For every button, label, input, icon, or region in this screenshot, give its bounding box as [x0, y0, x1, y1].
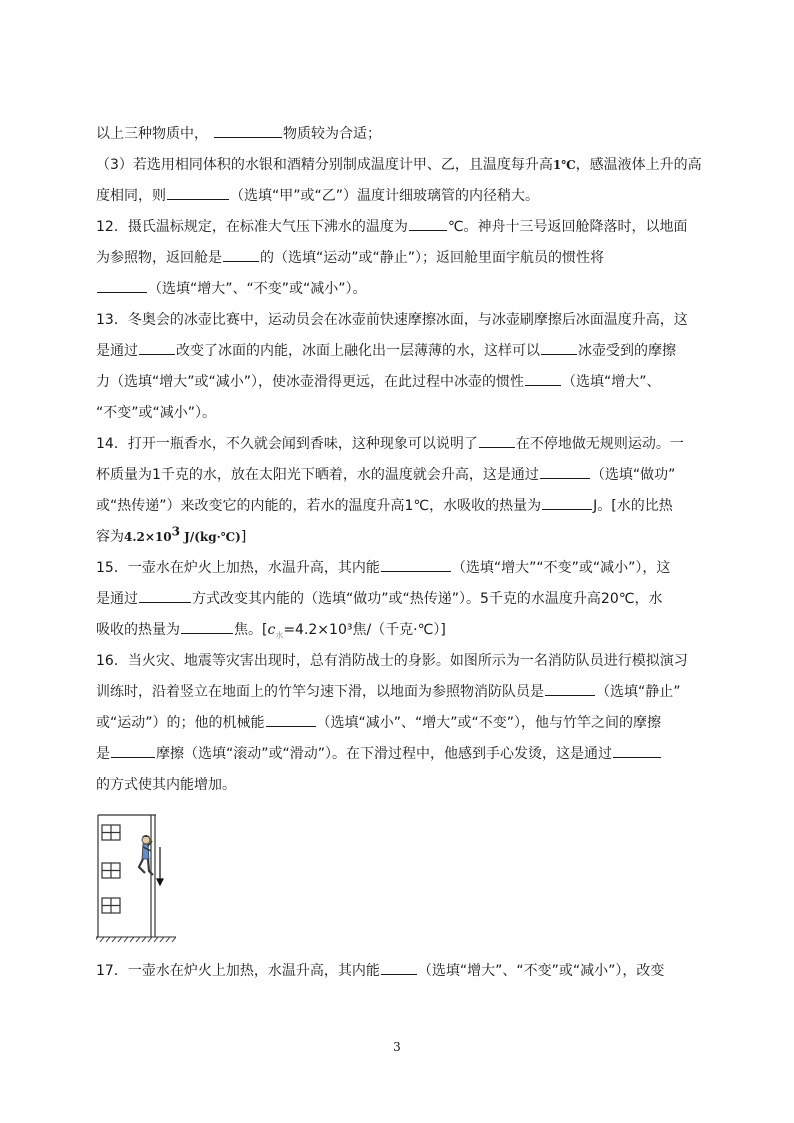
text: ℃。神舟十三号返回舱降落时，以地面 [447, 219, 688, 235]
text: J。[水的比热 [593, 498, 673, 514]
text: 以上三种物质中， [96, 126, 208, 142]
answer-blank[interactable] [540, 463, 590, 479]
text: （选填“静止” [596, 684, 681, 700]
bamboo-pole [151, 815, 155, 937]
text: 13．冬奥会的冰壶比赛中，运动员会在冰壶前快速摩擦冰面，与冰壶刷摩擦后冰面温度升高，这 [96, 312, 688, 328]
answer-blank[interactable] [214, 122, 282, 138]
text: 是通过 [96, 591, 138, 607]
firefighter-pole-figure [96, 813, 176, 943]
answer-blank[interactable] [542, 494, 592, 510]
answer-blank[interactable] [409, 215, 447, 231]
text: （选填“增大”“不变”或“减小”），这 [451, 560, 671, 576]
text-line [96, 243, 698, 274]
text: （选填“甲”或“乙”）温度计细玻璃管的内径稍大。 [230, 188, 540, 204]
page-number: 3 [393, 1040, 401, 1054]
text-line [96, 646, 698, 677]
text: 1℃ [552, 158, 576, 172]
answer-blank[interactable] [139, 587, 191, 603]
text: 摩擦（选填“滚动”或“滑动”）。在下滑过程中，他感到手心发烫，这是通过 [156, 746, 613, 762]
text: 12．摄氏温标规定，在标准大气压下沸水的温度为 [96, 219, 408, 235]
text: 容为 [96, 529, 124, 545]
answer-blank[interactable] [167, 184, 229, 200]
text-line [96, 522, 698, 553]
text: 改变了冰面的内能，冰面上融化出一层薄薄的水，这样可以 [176, 343, 540, 359]
text-line [96, 367, 698, 398]
text-line [96, 212, 698, 243]
text: （选填“减小”、“增大”或“不变”），他与竹竿之间的摩擦 [316, 715, 662, 731]
text-line [96, 584, 698, 615]
text: 训练时，沿着竖立在地面上的竹竿匀速下滑，以地面为参照物消防队员是 [96, 684, 544, 700]
text: （3）若选用相同体积的水银和酒精分别制成温度计甲、乙，且温度每升高 [96, 157, 553, 173]
answer-blank[interactable] [381, 959, 417, 975]
text: 的方式使其内能增加。 [96, 777, 236, 793]
text: 是通过 [96, 343, 138, 359]
text: 14．打开一瓶香水，不久就会闻到香味，这种现象可以说明了 [96, 436, 478, 452]
text-line [96, 429, 698, 460]
text-line [96, 491, 698, 522]
text: 杯质量为1千克的水，放在太阳光下晒着，水的温度就会升高，这是通过 [96, 467, 539, 483]
formula-exponent: 3 [171, 524, 180, 539]
text: （选填“增大”、“不变”或“减小”），改变 [417, 963, 665, 979]
answer-blank[interactable] [97, 277, 147, 293]
text-line [96, 956, 698, 987]
symbol: c [267, 622, 276, 638]
text: 冰壶受到的摩擦 [578, 343, 676, 359]
answer-blank[interactable] [545, 680, 595, 696]
text-line [96, 336, 698, 367]
text-line [96, 181, 698, 212]
answer-blank[interactable] [541, 339, 577, 355]
text-line [96, 274, 698, 305]
text-line [96, 615, 698, 646]
text-line [96, 553, 698, 584]
text: 的（选填“运动”或“静止”）；返回舱里面宇航员的惯性将 [260, 250, 605, 266]
text-line [96, 150, 702, 181]
answer-blank[interactable] [525, 370, 561, 386]
text: 在不停地做无规则运动。一 [515, 436, 684, 452]
down-arrow-icon [157, 847, 163, 885]
answer-blank[interactable] [479, 432, 515, 448]
text: 17．一壶水在炉火上加热，水温升高，其内能 [96, 963, 380, 979]
text-line [96, 677, 698, 708]
text-line [96, 770, 698, 801]
text: ，感温液体上升的高 [575, 157, 702, 173]
text: 吸收的热量为 [96, 622, 180, 638]
answer-blank[interactable] [139, 339, 175, 355]
text: 16．当火灾、地震等灾害出现时，总有消防战士的身影。如图所示为一名消防队员进行模拟演习 [96, 653, 688, 669]
text: 方式改变其内能的（选填“做功”或“热传递”）。5千克的水温度升高20℃，水 [192, 591, 663, 607]
text: （选填“增大”、“不变”或“减小”）。 [148, 281, 367, 297]
answer-blank[interactable] [111, 742, 155, 758]
text: 为参照物，返回舱是 [96, 250, 222, 266]
answer-blank[interactable] [266, 711, 316, 727]
text-line [96, 739, 698, 770]
text: 力（选填“增大”或“减小”），使冰壶滑得更远，在此过程中冰壶的惯性 [96, 374, 525, 390]
text: 是 [96, 746, 110, 762]
formula: 4.2×10 [124, 530, 172, 544]
text: =4.2×10³焦/（千克·℃）] [283, 622, 446, 638]
building-wall [98, 815, 156, 937]
answer-blank[interactable] [223, 246, 259, 262]
question-text [96, 119, 702, 987]
answer-blank[interactable] [613, 742, 661, 758]
text-line [96, 460, 698, 491]
text-line [96, 398, 698, 429]
answer-blank[interactable] [181, 618, 233, 634]
text: ] [240, 529, 247, 545]
answer-blank[interactable] [381, 556, 451, 572]
text-line [96, 305, 698, 336]
symbol-subscript: 水 [275, 630, 284, 640]
formula-unit: J/(kg·℃) [180, 530, 241, 544]
text: 或“运动”）的；他的机械能 [96, 715, 265, 731]
text-line [96, 119, 698, 150]
text: 15．一壶水在炉火上加热，水温升高，其内能 [96, 560, 380, 576]
text: 或“热传递”）来改变它的内能的，若水的温度升高1℃，水吸收的热量为 [96, 498, 542, 514]
text: （选填“增大”、 [562, 374, 661, 390]
text: 焦。[ [234, 622, 268, 638]
text: 物质较为合适； [283, 126, 381, 142]
text-line [96, 708, 698, 739]
ground-hatching [96, 937, 176, 942]
text: （选填“做功” [590, 467, 676, 483]
text: “不变”或“减小”）。 [96, 405, 217, 421]
text: 度相同，则 [96, 188, 166, 204]
